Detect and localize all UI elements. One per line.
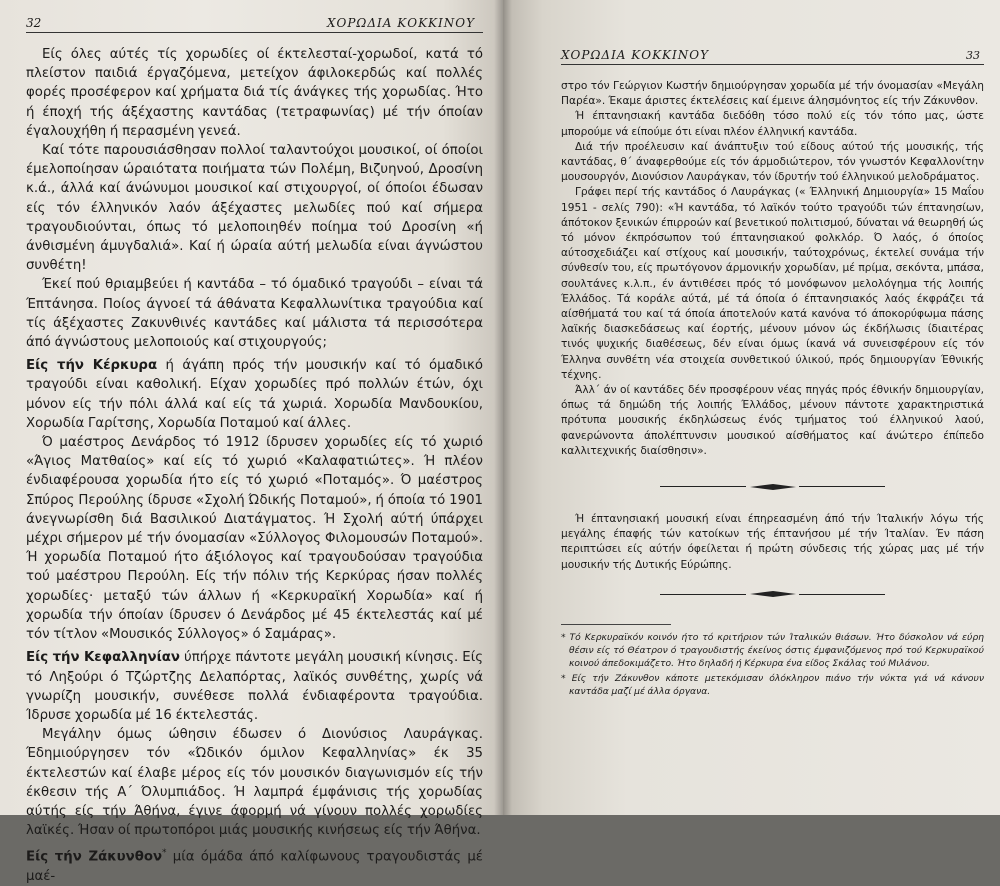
paragraph-zakynthos: [26, 844, 483, 886]
zakynthos-text: μία όμάδα άπό καλίφωνους τραγουδιστάς μέ μαέ-: [26, 849, 483, 884]
left-page-header: [26, 8, 483, 33]
ornament-diamond-icon: [750, 591, 796, 597]
footnote: * Είς τήν Ζάκυνθον κάποτε μετεκόμισαν όλόκληρον πιάνο τήν νύκτα γιά νά κάνουν καντάδα μαζί μέ άλλα όργανα.: [561, 672, 984, 697]
paragraph: Μεγάλην όμως ώθησιν έδωσεν ό Διονύσιος Λαυράγκας. Έδημιούργησεν τόν «Ώδικόν όμιλον Κεφαλληνίας» έκ 35 έκτελεστών καί έλαβε μέρος είς τόν μουσικόν διαγωνισμόν είς τήν έκθεσιν τής Α΄ Όλυμπιάδος. Ή λαμπρά έμφάνισις τής χορωδίας αύτής είς τήν Άθήνα, έγινε άφορμή νά γίνουν πολλές χορωδίες λαϊκές. Ήσαν οί πρωτοπόροι μιάς μουσικής κινήσεως είς τήν Άθήνα.: [26, 727, 483, 839]
paragraph: Ό μαέστρος Δενάρδος τό 1912 ίδρυσεν χορωδίες είς τό χωριό «Άγιος Ματθαίος» καί είς τό χωριό «Καλαφατιώτες». Ή πλέον ένδιαφέρουσα χορωδία ήτο είς τό χωριό «Ποταμός». Ό μαέστρος Σπύρος Περούλης ίδρυσε «Σχολή Ώδικής Ποταμού», ή όποία τό 1901 άνεγνωρίσθη διά Βασιλικού Διατάγματος. Ή Σχολή αύτή ύπάρχει μέχρι σήμερον μέ τήν όνομασίαν «Σύλλογος Φιλομουσών Ποταμού». Ή χορωδία Ποταμού ήτο άξιόλογος καί τραγουδούσαν τραγούδια τού μαέστρου Περούλη. Είς τήν πόλιν τής Κερκύρας ήσαν πολλές χορωδίες· μεταξύ τών άλλων ή «Κερκυραϊκή Χορωδία» καί ή χορωδία τήν όποίαν ίδρυσεν ό Δενάρδος μέ 45 έκτελεστάς καί μέ τόν τίτλον «Μουσικός Σύλλογος» ό Σαμάρας».: [26, 435, 483, 643]
footnote-rule: [561, 624, 671, 625]
paragraph: Ή έπτανησιακή καντάδα διεδόθη τόσο πολύ είς τόν τόπο μας, ώστε μπορούμε νά είπούμε ότι είναι πλέον έλληνική καντάδα.: [561, 110, 984, 138]
kefallinia-text: ύπήρχε πάντοτε μεγάλη μουσική κίνησις. Είς τό Ληξούρι ό Τζώρτζης Δελαπόρτας, λαϊκός συνθέτης, χωρίς νά γνωρίζη μουσικήν, συνέθεσε πολλά ένδιαφέροντα τραγούδια. Ίδρυσε χορωδία μέ 16 έκτελεστάς.: [26, 650, 484, 723]
paragraph-kefallinia: [26, 648, 483, 725]
left-page-number: 32: [26, 16, 42, 30]
zakynthos-heading: Είς τήν Ζάκυνθον: [26, 849, 163, 865]
right-running-title: ΧΟΡΩΔΙΑ ΚΟΚΚΙΝΟΥ: [561, 48, 710, 62]
paragraph: Καί τότε παρουσιάσθησαν πολλοί ταλαντούχοι μουσικοί, οί όποίοι έμελοποίησαν ώραιότατα ποιήματα τών Πολέμη, Βιζυηνού, Δροσίνη κ.ά., άλλά καί άνώνυμοι μουσικοί καί στιχουργοί, οί όποίοι έδωσαν είς τόν έλληνικόν λαόν άξέχαστες μελωδίες πού καί σήμερα τραγουδιούνται, όπως τό μελοποιηθέν ποίημα τού Δροσίνη «ή άνθισμένη άμυγδαλιά». Καί ή ώραία αύτή μελωδία είναι άγνώστου συνθέτη!: [26, 143, 483, 274]
paragraph: Διά τήν προέλευσιν καί άνάπτυξιν τού είδους αύτού τής μουσικής, τής καντάδας, θ΄ άναφερθούμε είς τόν άρμοδιώτερον, τόν γνωστόν Κεφαλλονίτην μουσουργόν, Διονύσιον Λαυράγκαν, τόν ίδρυτήν τού έλληνικού μελοδράματος.: [561, 140, 984, 184]
paragraph: Ή έπτανησιακή μουσική είναι έπηρεασμένη άπό τήν Ίταλικήν λόγω τής μεγάλης έπαφής τών κατοίκων τής έπτανήσου μέ τήν Ίταλίαν. Έν πάση περιπτώσει είς αύτήν όφείλεται ή πρώτη σύνδεσις τής χώρας μας μέ τήν μουσικήν τής Δυτικής Εύρώπης.: [561, 513, 984, 571]
right-page-number: 33: [966, 49, 980, 62]
section-ornament: [561, 589, 984, 600]
ornament-line: [660, 486, 746, 487]
right-page-body: [561, 79, 984, 698]
book-gutter-shadow: [494, 0, 512, 815]
paragraph: Άλλ΄ άν οί καντάδες δέν προσφέρουν νέας πηγάς πρός έθνικήν δημιουργίαν, όπως τά δημώδη τής λοιπής Έλλάδος, μένουν πάντοτε χαρακτηριστικά πρότυπα μουσικής έκδηλώσεως ένός τμήματος τού έλληνικού λαού, φανερώνοντα άπολέπτυνσιν μουσικού αίσθήματος καί άνώτερο έπίπεδο καλλιτεχνικής διαίσθησιν».: [561, 384, 984, 457]
left-page-body: [26, 45, 483, 886]
footnote-marker: *: [162, 848, 167, 859]
ornament-line: [799, 594, 885, 595]
left-running-title: ΧΟΡΩΔΙΑ ΚΟΚΚΙΝΟΥ: [326, 16, 475, 30]
paragraph: Γράφει περί τής καντάδος ό Λαυράγκας (« Έλληνική Δημιουργία» 15 Μαΐου 1951 - σελίς 790): «Ή καντάδα, τό λαϊκόν τούτο τραγούδι τών έπτανησίων, άπότοκον ξενικών έπιρροών καί βενετικού πολιτισμού, δύναται νά θεωρηθή ώς τό μόνον έκπρόσωπον τού έπτανησιακού φολκλόρ. Ό λαός, ό όποίος αύτοσχεδιάζει καί στίχους καί μουσικήν, ταύτοχρόνως, έκτελεί συνάμα τήν σύνθεσίν του, είς πρωτόγονον άρμονικήν χορωδίαν, μέ πρίμα, σεκόντα, μπάσα, σουλτάνες κ.λ.π., έν άντιθέσει πρός τό μονόφωνον μελολόγημα τής λοιπής Έλλάδος. Τά κοράλε αύτά, μέ τά όποία ό έπτανησιακός λαός έκφράζει τά αίσθήματά του καί τά όποία άποτελούν κατά κανόνα τό άποκορύφωμα πάσης λαϊκής διασκεδάσεως καί έορτής, μένουν μόνον ώς έκδήλωσις ίδιαιτέρας τινός ψυχικής διαθέσεως, δέν είναι όμως ίκανά νά συνεισφέρουν είς τόν Έλληνα συνθέτη νέα στοιχεία συνθετικού ύλικού, πρός δημιουργίαν Έθνικής τέχνης.: [561, 186, 984, 381]
section-ornament: [561, 481, 984, 492]
paragraph-kerkyra: [26, 356, 483, 433]
footnotes: [561, 631, 984, 698]
footnote: * Τό Κερκυραϊκόν κοινόν ήτο τό κριτήριον τών Ίταλικών θιάσων. Ήτο δύσκολον νά εύρη θέσιν είς τό Θέατρον ό τραγουδιστής έκείνος όστις έμφανιζόμενος πρό τού Κερκυραϊκού κοινού άπεδοκιμάζετο. Ήτο δηλαδή ή Κέρκυρα ένα είδος Σκάλας τού Μιλάνου.: [561, 631, 984, 669]
ornament-line: [660, 594, 746, 595]
kerkyra-heading: Είς τήν Κέρκυρα: [26, 358, 158, 374]
paragraph: Έκεί πού θριαμβεύει ή καντάδα – τό όμαδικό τραγούδι – είναι τά Έπτάνησα. Ποίος άγνοεί τά άθάνατα Κεφαλλωνίτικα τραγούδια καί τίς άξέχαστες Ζακυνθινές καντάδες καί μάλιστα τά περισσότερα άπό άγνώστους μελοποιούς καί στιχουργούς;: [26, 277, 483, 351]
kerkyra-text: ή άγάπη πρός τήν μουσικήν καί τό όμαδικό τραγούδι είναι καθολική. Είχαν χορωδίες πρό πολλών έτών, όχι μόνον είς τήν πόλι άλλά καί είς τά χωριά. Χορωδία Μανδουκίου, Χορωδία Γαρίτσης, Χορωδία Ποταμού καί άλλες.: [26, 358, 484, 431]
ornament-line: [799, 486, 885, 487]
paragraph: Είς όλες αύτές τίς χορωδίες οί έκτελεσταί-χορωδοί, κατά τό πλείστον παιδιά έργαζόμενα, μετείχον άφιλοκερδώς καί πολλές φορές προσέφερον καί χρήματα διά τίς άνάγκες τής χορωδίας. Ήτο ή έποχή τής άξέχαστης καντάδας (τετραφωνίας) μέ τήν όποίαν έγαλουχήθη ή περασμένη γενεά.: [26, 47, 483, 139]
right-page-header: [561, 40, 984, 65]
paragraph: στρο τόν Γεώργιον Κωστήν δημιούργησαν χορωδία μέ τήν όνομασίαν «Μεγάλη Παρέα». Έκαμε άριστες έκτελέσεις καί έμεινε άλησμόνητος είς τήν Ζάκυνθον.: [561, 80, 984, 108]
ornament-diamond-icon: [750, 484, 796, 490]
right-page: [503, 0, 1000, 815]
kefallinia-heading: Είς τήν Κεφαλληνίαν: [26, 650, 180, 666]
